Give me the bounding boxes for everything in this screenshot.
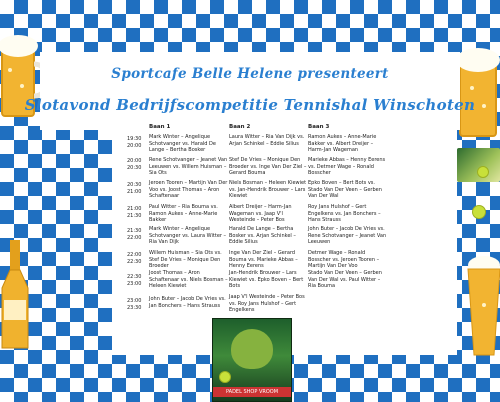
time-slot: 23:00 23:30 [127, 298, 142, 311]
match-cell: Stef De Vries – Monique Den Broeder vs. Inge Van Der Ziel – Gerard Bouma [229, 157, 307, 176]
match-cell: Paul Witter – Ria Bouma vs. Ramon Aukes – Anne-Marie Bakker [149, 204, 218, 223]
beer-glass-right-icon [462, 255, 500, 365]
event-presenter-title: Sportcafe Belle Helene presenteert [111, 66, 389, 82]
match-cell: Detmer Wage – Ronald Bosscher vs. Jeroen Tooren – Martijn Van Der Voo [308, 250, 380, 269]
match-cell: Harald De Lange – Bertha Bosker vs. Arjan Schinkel – Eddie Silius [229, 226, 296, 245]
time-slot: 20:00 20:30 [127, 158, 142, 171]
time-slot: 21:00 21:30 [127, 206, 142, 219]
time-slot: 21:30 22:00 [127, 228, 142, 241]
match-cell: Albert Dreijer – Harm-Jan Wageman vs. Jaap V'l Westeinde – Peter Bos [229, 204, 292, 223]
match-cell: Willem Huisman – Sia Ots vs. Stef De Vries – Monique Den Broeder [149, 250, 222, 269]
match-cell: Laura Witter – Ria Van Dijk vs. Arjan Schinkel – Eddie Silius [229, 134, 305, 147]
match-cell: Joost Thomas – Aron Schaftenaar vs. Niels Bosman – Heleen Kiewiet [149, 270, 228, 289]
match-cell: Inge Van Der Ziel – Gerard Bouma vs. Marieke Abbas – Henny Eerens [229, 250, 298, 269]
match-cell: Rene Schotvanger – Jeanet Van Leeuwen vs. Willem Huisman – Sia Ots [149, 157, 228, 176]
tennis-ball-icon [477, 166, 489, 178]
beer-bottle-left-icon [0, 240, 30, 350]
match-cell: Jan-Hendrik Brouwer – Lars Kiewiet vs. Epko Boven – Bert Bots [229, 270, 304, 289]
match-cell: Niels Bosman – Heleen Kiewiet vs. Jan-Hendrik Brouwer – Lars Kiewiet [229, 180, 307, 199]
time-slot: 22:00 22:30 [127, 252, 142, 265]
tennis-photo [457, 148, 500, 182]
match-cell: Mark Winter – Angelique Schotvanger vs. Laura Witter – Ria Van Dijk [149, 226, 227, 245]
match-cell: John Buter – Jacob De Vries vs. Jan Bonchers – Hans Strauss [149, 296, 226, 309]
match-cell: Mark Winter – Angelique Schotvanger vs. Harald De Lange – Bertha Bosker [149, 134, 216, 153]
time-slot: 20:30 21:00 [127, 182, 142, 195]
cartoon-face-icon [231, 329, 273, 369]
match-cell: Jaap V'l Westeinde – Peter Bos vs. Roy Jans Hulshof – Gert Engelkens [229, 294, 305, 313]
match-cell: Epko Boven – Bert Bots vs. Stado Van Der Veen – Gerben Van Der Wal [308, 180, 382, 199]
match-cell: John Buter – Jacob De Vries vs. Rene Schotvanger – Jeanet Van Leeuwen [308, 226, 387, 245]
match-cell: Jeroen Tooren – Martijn Van Der Voo vs. Joost Thomas – Aron Schaftenaar [149, 180, 228, 199]
match-cell: Marieke Abbas – Henny Eerens vs. Detmer Wage – Ronald Bosscher [308, 157, 386, 176]
column-header-baan-1: Baan 1 [149, 124, 171, 130]
match-cell: Ramon Aukes – Anne-Marie Bakker vs. Albert Dreijer – Harm-Jan Wageman [308, 134, 377, 153]
match-cell: Roy Jans Hulshof – Gert Engelkens vs. Jan Bonchers – Hans Strauss [308, 204, 381, 223]
tennis-ball-icon [472, 205, 486, 219]
tennis-ball-icon [219, 371, 231, 383]
time-slot: 19:30 20:00 [127, 136, 142, 149]
event-title: Slotavond Bedrijfscompetitie Tennishal Winschoten [24, 96, 476, 114]
column-header-baan-2: Baan 2 [229, 124, 251, 130]
match-cell: Stado Van Der Veen – Gerben Van Der Wal vs. Paul Witter – Ria Bouma [308, 270, 382, 289]
column-header-baan-3: Baan 3 [308, 124, 330, 130]
padel-cartoon-poster [212, 318, 292, 402]
time-slot: 22:30 23:00 [127, 274, 142, 287]
title-background [40, 52, 460, 130]
poster-caption: PADEL SHOP VROOM [213, 387, 291, 397]
